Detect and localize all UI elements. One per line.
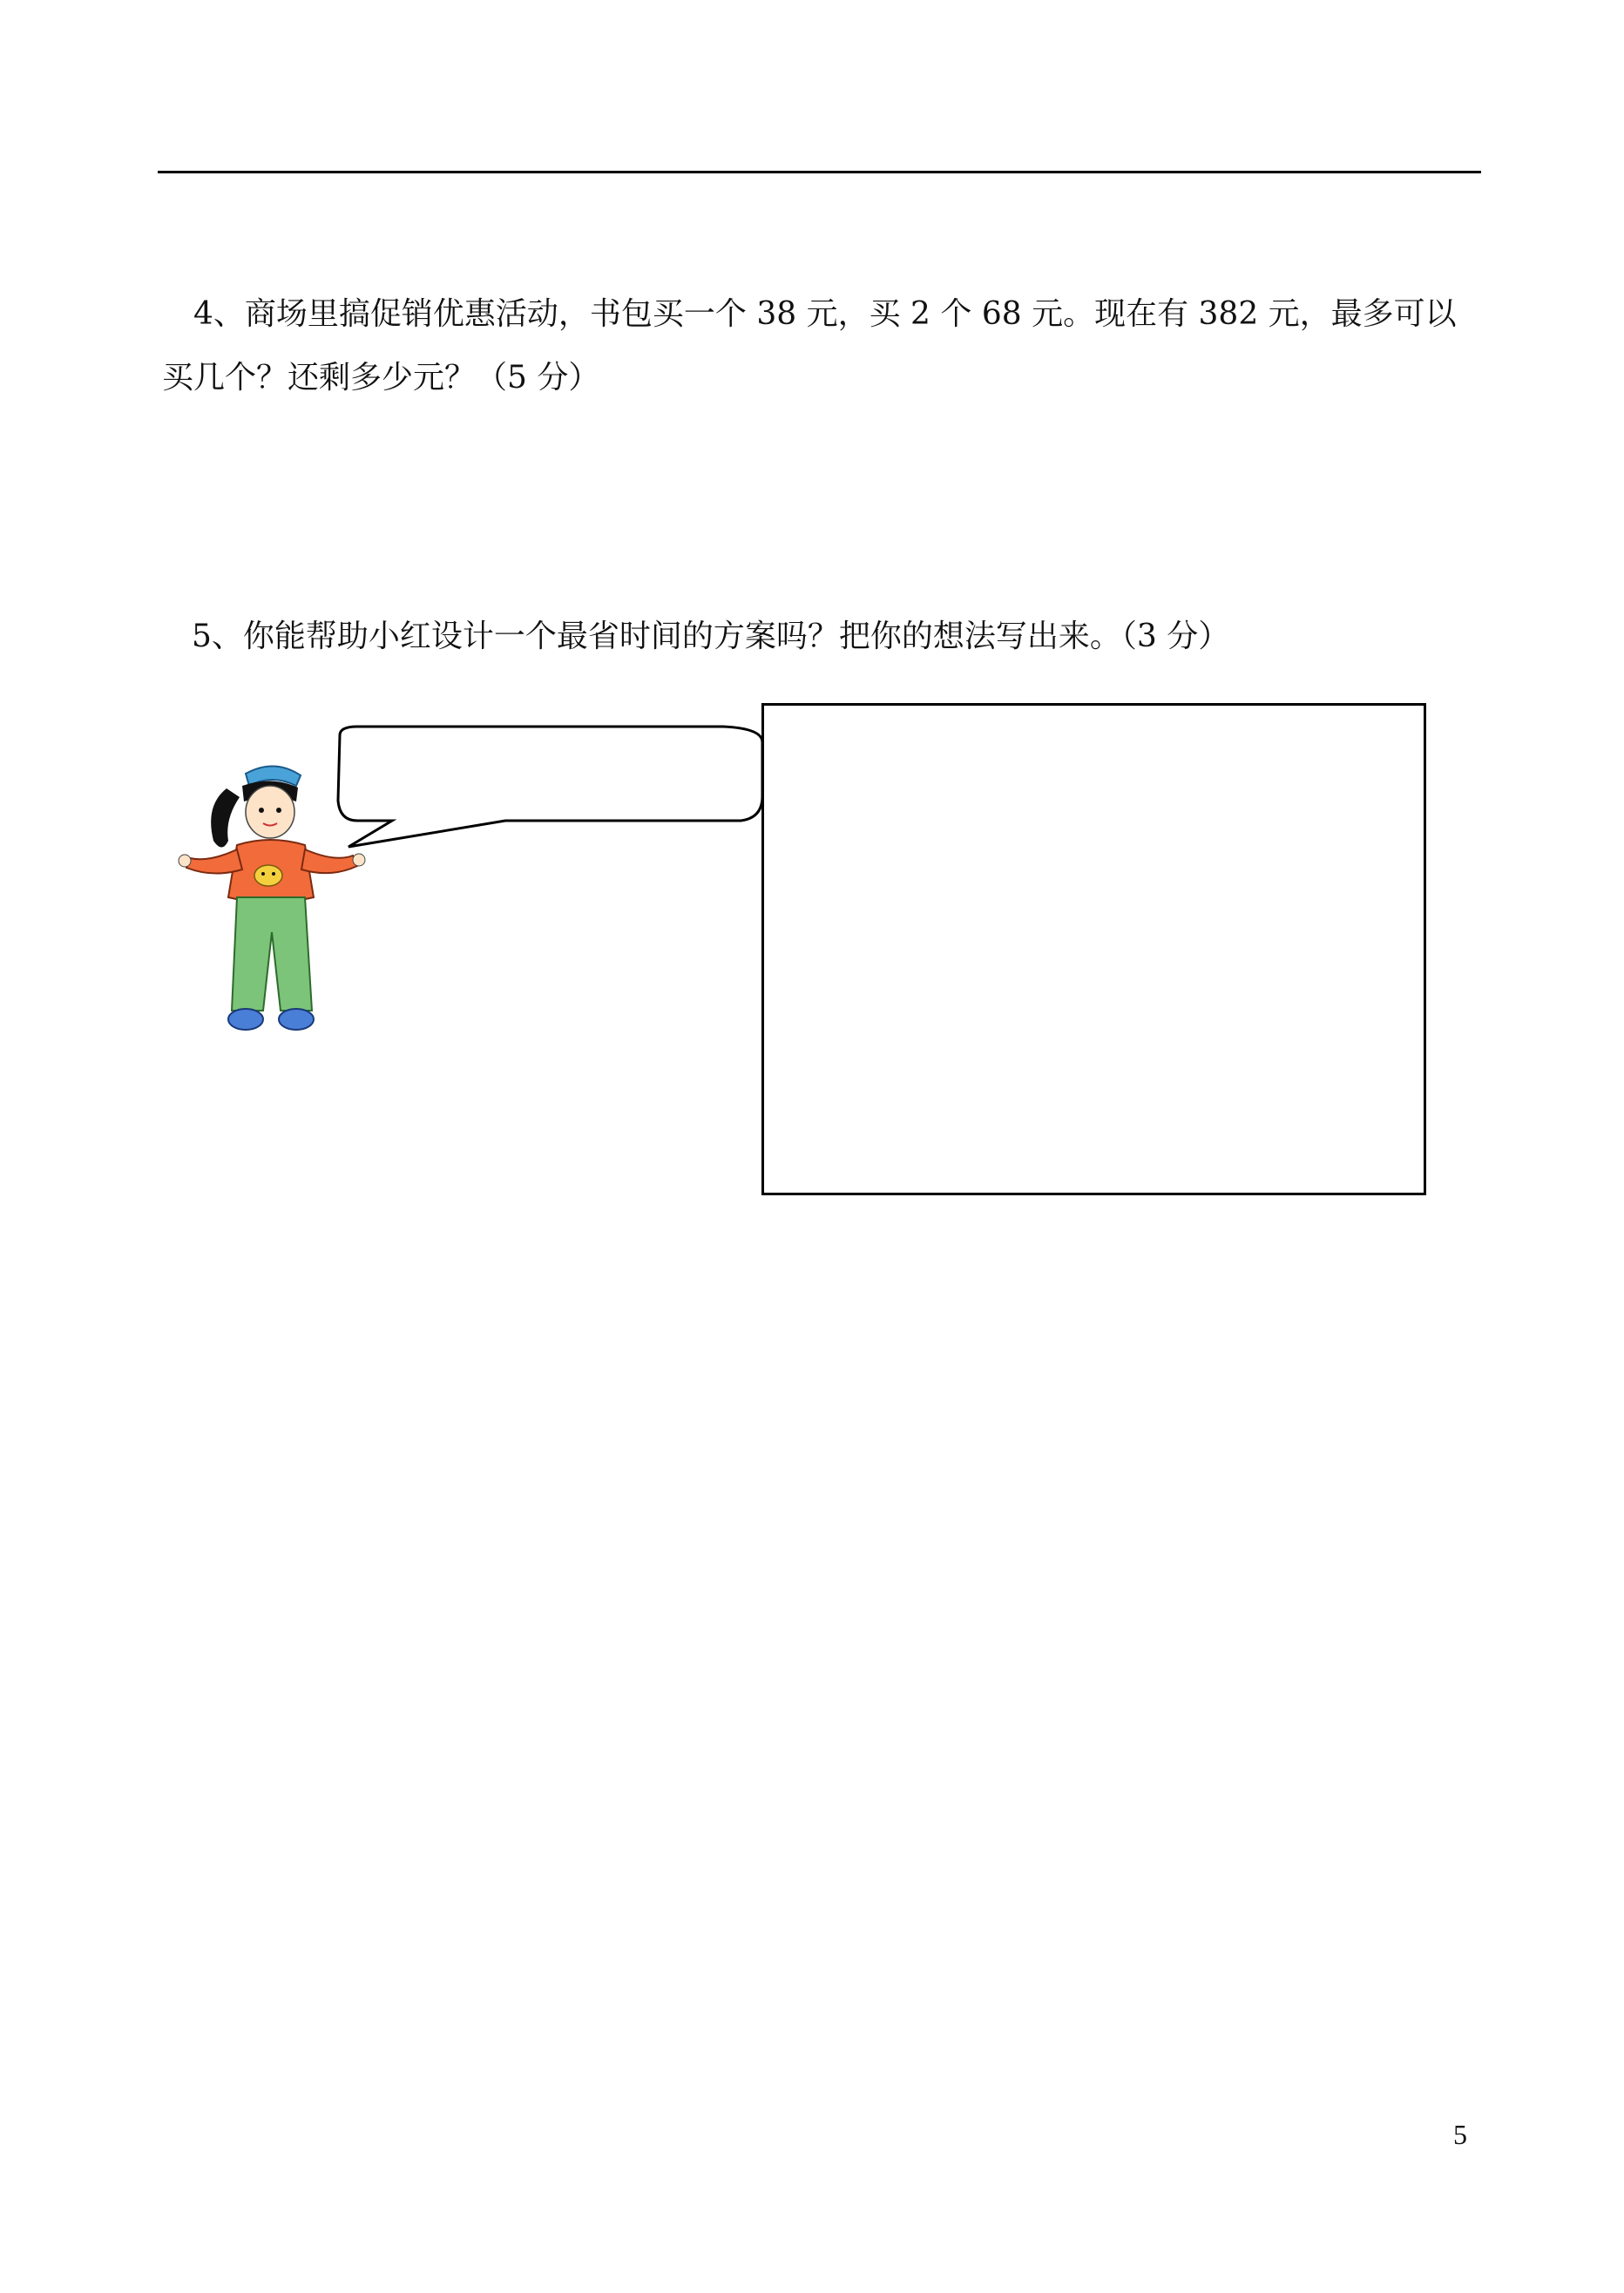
page-number: 5 [1453,2119,1467,2150]
girl-character-icon [174,758,401,1072]
question-4 [162,282,1486,409]
question-4-line-1: 4、商场里搞促销优惠活动，书包买一个 38 元，买 2 个 68 元。现在有 382 元，最多可以 [193,296,1457,332]
question-4-line-2: 买几个？还剩多少元？（5 分） [162,360,600,396]
header-rule [158,171,1481,173]
answer-box[interactable] [761,703,1426,1195]
question-5: 5、你能帮助小红设计一个最省时间的方案吗？把你的想法写出来。（3 分） [192,619,1230,654]
